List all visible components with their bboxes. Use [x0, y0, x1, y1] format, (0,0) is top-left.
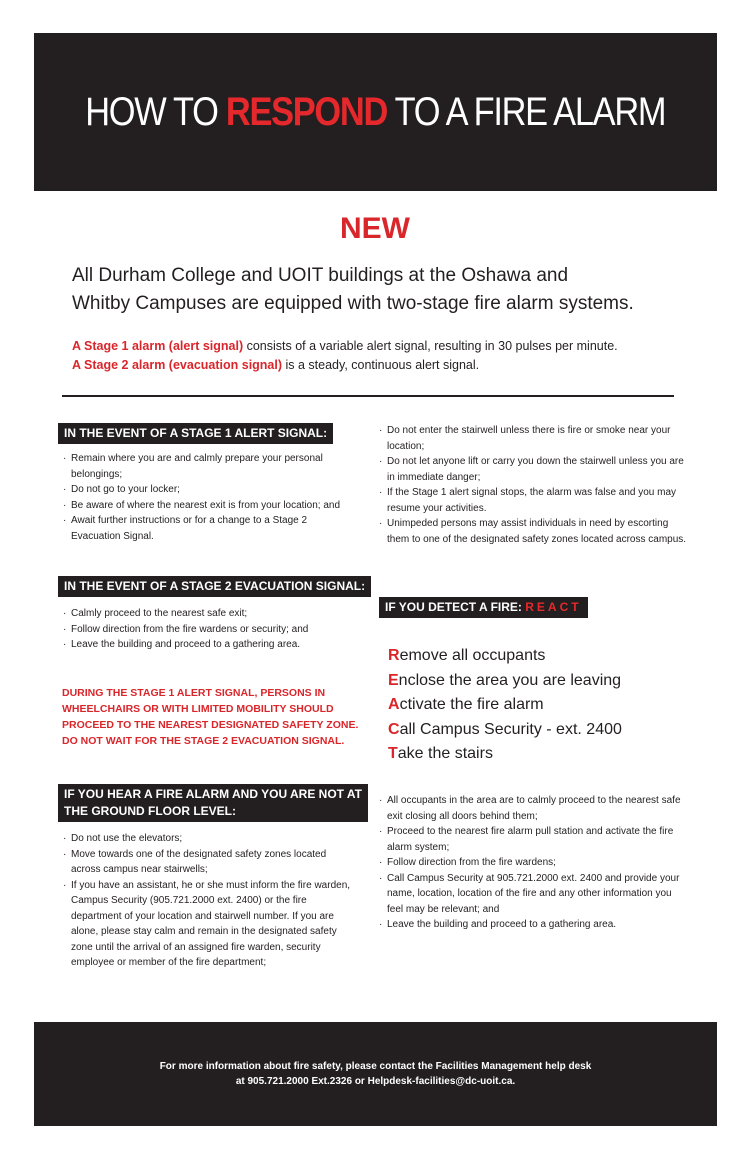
- stage-2-heading: IN THE EVENT OF A STAGE 2 EVACUATION SIGNAL:: [58, 576, 371, 597]
- divider: [62, 395, 674, 397]
- list-item: · Leave the building and proceed to a gathering area.: [378, 917, 690, 933]
- title-part-1: HOW TO: [85, 89, 227, 134]
- react-text: nclose the area you are leaving: [398, 671, 622, 689]
- warning-line: WHEELCHAIRS OR WITH LIMITED MOBILITY SHOULD: [62, 703, 334, 715]
- stage-2-text: is a steady, continuous alert signal.: [282, 358, 480, 372]
- list-item: · If the Stage 1 alert signal stops, the alarm was false and you may resume your activities.: [378, 485, 688, 516]
- list-item: · Remain where you are and calmly prepare your personal belongings;: [62, 451, 352, 482]
- react-text: ctivate the fire alarm: [399, 696, 544, 713]
- new-label: NEW: [340, 212, 410, 245]
- react-item: [388, 742, 708, 767]
- react-acronym-list: [388, 644, 708, 767]
- list-item: · Unimpeded persons may assist individuals in need by escorting them to one of the designated safety zones located across campus.: [378, 516, 688, 547]
- react-text: all Campus Security - ext. 2400: [399, 720, 622, 738]
- react-letter: A: [388, 696, 400, 713]
- list-item: · Leave the building and proceed to a gathering area.: [62, 637, 352, 653]
- list-item: · If you have an assistant, he or she must inform the fire warden, Campus Security (905.721.2000 ext. 2400) or the fire department of your location and stairwell number. If you are alone, please stay calm and remain in the designated safety zone until the arrival of an assigned fire warden, security employee or member of the fire department;: [62, 878, 354, 971]
- list-item: · Do not go to your locker;: [62, 482, 352, 498]
- react-item: [388, 644, 708, 669]
- intro-text: [72, 262, 692, 318]
- warning-line: DURING THE STAGE 1 ALERT SIGNAL, PERSONS IN: [62, 687, 326, 699]
- list-item: · Await further instructions or for a change to a Stage 2 Evacuation Signal.: [62, 513, 352, 544]
- stage-1-definition: [72, 337, 692, 356]
- not-ground-floor-heading: [58, 784, 368, 822]
- stage-1-text: consists of a variable alert signal, resulting in 30 pulses per minute.: [243, 339, 618, 353]
- header-banner: [34, 33, 717, 191]
- detect-heading-text: IF YOU DETECT A FIRE:: [385, 600, 526, 614]
- heading-line-2: THE GROUND FLOOR LEVEL:: [64, 804, 236, 818]
- list-item: · Proceed to the nearest fire alarm pull station and activate the fire alarm system;: [378, 824, 690, 855]
- list-item: · Do not use the elevators;: [62, 831, 354, 847]
- footer-banner: [34, 1022, 717, 1126]
- title-part-2: TO A FIRE ALARM: [387, 89, 666, 134]
- list-item: · Follow direction from the fire wardens or security; and: [62, 622, 352, 638]
- footer-line-2: at 905.721.2000 Ext.2326 or Helpdesk-facilities@dc-uoit.ca.: [235, 1076, 516, 1087]
- list-item: · Do not enter the stairwell unless there is fire or smoke near your location;: [378, 423, 688, 454]
- react-word: REACT: [525, 600, 582, 614]
- stage-2-list: [62, 606, 352, 653]
- not-ground-floor-list: [62, 831, 354, 971]
- react-text: emove all occupants: [399, 647, 546, 664]
- stage-2-definition: [72, 356, 692, 375]
- heading-line-1: IF YOU HEAR A FIRE ALARM AND YOU ARE NOT AT: [64, 787, 363, 801]
- stage-1-heading: IN THE EVENT OF A STAGE 1 ALERT SIGNAL:: [58, 423, 333, 444]
- detect-fire-list: [378, 793, 690, 933]
- list-item: · Follow direction from the fire wardens;: [378, 855, 690, 871]
- list-item: · Move towards one of the designated safety zones located across campus near stairwells;: [62, 847, 354, 878]
- mobility-warning: [62, 685, 362, 749]
- react-item: [388, 669, 708, 694]
- warning-line: DO NOT WAIT FOR THE STAGE 2 EVACUATION SIGNAL.: [62, 735, 345, 747]
- react-item: [388, 693, 708, 718]
- intro-line-1: All Durham College and UOIT buildings at the Oshawa and: [72, 265, 569, 286]
- stage-definitions: [72, 337, 692, 375]
- title-highlight: RESPOND: [226, 89, 388, 134]
- react-letter: T: [388, 745, 398, 762]
- stairwell-list: [378, 423, 688, 547]
- list-item: · All occupants in the area are to calmly proceed to the nearest safe exit closing all doors behind them;: [378, 793, 690, 824]
- stage-1-list: [62, 451, 352, 544]
- react-item: [388, 718, 708, 743]
- intro-line-2: Whitby Campuses are equipped with two-stage fire alarm systems.: [72, 293, 634, 314]
- list-item: · Call Campus Security at 905.721.2000 ext. 2400 and provide your name, location, location of the fire and any other information you feel may be relevant; and: [378, 871, 690, 918]
- warning-line: PROCEED TO THE NEAREST DESIGNATED SAFETY ZONE.: [62, 719, 359, 731]
- list-item: · Do not let anyone lift or carry you down the stairwell unless you are in immediate danger;: [378, 454, 688, 485]
- footer-line-1: For more information about fire safety, please contact the Facilities Management help desk: [159, 1061, 592, 1072]
- react-letter: C: [388, 720, 400, 738]
- stage-2-label: A Stage 2 alarm (evacuation signal): [72, 358, 283, 372]
- detect-fire-heading: [379, 597, 588, 618]
- react-letter: R: [388, 647, 400, 664]
- list-item: · Be aware of where the nearest exit is from your location; and: [62, 498, 352, 514]
- react-letter: E: [388, 671, 399, 689]
- list-item: · Calmly proceed to the nearest safe exit;: [62, 606, 352, 622]
- stage-1-label: A Stage 1 alarm (alert signal): [72, 339, 244, 353]
- react-text: ake the stairs: [397, 745, 493, 762]
- page-title: [85, 90, 665, 135]
